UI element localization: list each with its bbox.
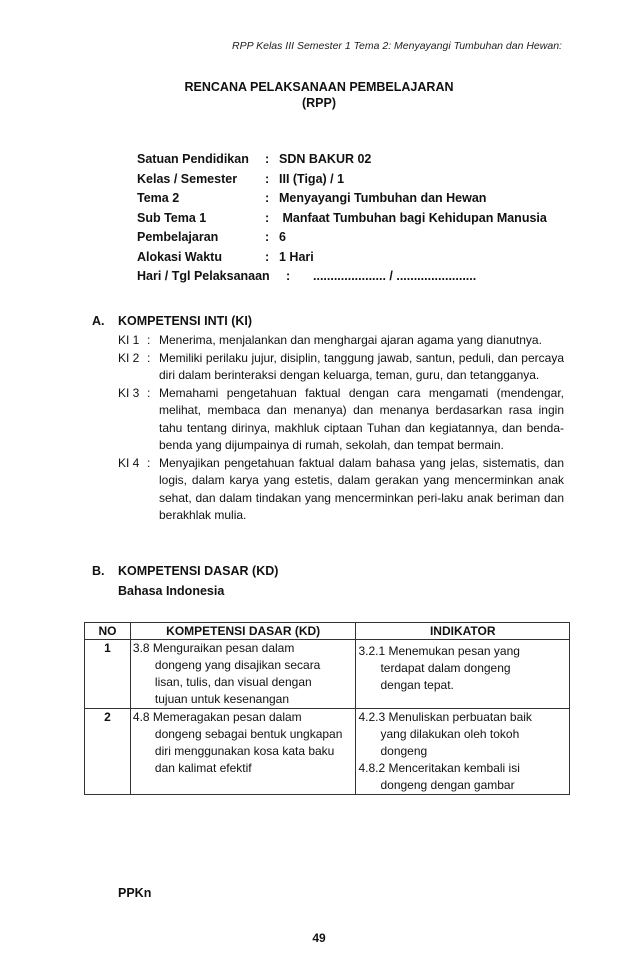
column-header-indikator: INDIKATOR (356, 623, 570, 640)
ki-code: KI 1 (118, 333, 140, 347)
row-number: 1 (85, 640, 131, 709)
ki-colon: : (147, 455, 151, 470)
column-header-no: NO (85, 623, 131, 640)
section-b-letter: B. (92, 564, 105, 578)
ki-code: KI 4 (118, 455, 140, 470)
info-label: Pembelajaran (137, 230, 219, 244)
running-header: RPP Kelas III Semester 1 Tema 2: Menyayangi Tumbuhan dan Hewan: (232, 40, 562, 52)
ki-item (118, 332, 564, 350)
section-a-letter: A. (92, 314, 105, 328)
indicator-cell (356, 640, 570, 709)
indicator-line: dengan tepat. (380, 678, 454, 692)
document-title: RENCANA PELAKSANAAN PEMBELAJARAN (184, 80, 454, 94)
info-value: Menyayangi Tumbuhan dan Hewan (279, 191, 487, 205)
kd-line: diri menggunakan kosa kata baku (154, 744, 335, 758)
info-colon: : (265, 171, 270, 186)
info-colon: : (265, 191, 270, 205)
indicator-cell (356, 709, 570, 795)
page-number: 49 (312, 931, 326, 945)
identity-block (137, 152, 547, 289)
kd-line: 4.8 Memeragakan pesan dalam (132, 710, 302, 724)
ki-colon: : (147, 350, 151, 365)
info-row (137, 230, 547, 250)
document-subtitle: (RPP) (301, 96, 337, 110)
ki-text: Memahami pengetahuan faktual dengan cara mengamati (mendengar, melihat, membaca dan menanya) dan menanya berdasarkan rasa ingin tahu tentang dirinya, makhluk ciptaan Tuhan dan kegiatannya, dan benda-benda yang dijumpainya di rumah, sekolah, dan tempat bermain. (159, 385, 564, 452)
ppkn-heading: PPKn (118, 886, 152, 900)
ki-colon: : (147, 385, 151, 400)
kd-line: dan kalimat efektif (154, 761, 252, 775)
info-label: Satuan Pendidikan (137, 152, 249, 166)
indicator-line: yang dilakukan oleh tokoh (380, 727, 520, 741)
kd-cell (130, 709, 356, 795)
info-label: Hari / Tgl Pelaksanaan (137, 269, 270, 283)
indicator-line: 4.2.3 Menuliskan perbuatan baik (358, 710, 532, 724)
info-colon: : (286, 269, 291, 283)
row-number: 2 (85, 709, 131, 795)
info-value: SDN BAKUR 02 (279, 152, 372, 166)
indicator-line: 3.2.1 Menemukan pesan yang (358, 644, 520, 658)
table-row (85, 709, 570, 795)
kd-line: lisan, tulis, dan visual dengan (154, 675, 312, 689)
info-row (137, 250, 547, 270)
info-label: Alokasi Waktu (137, 249, 222, 264)
info-value: ..................... / ....................... (313, 269, 477, 283)
ki-text: Menyajikan pengetahuan faktual dalam bahasa yang jelas, sistematis, dan logis, dalam karya yang estetis, dalam gerakan yang mencerminkan anak sehat, dan dalam tindakan yang mencerminkan peri-laku anak beriman dan berakhlak mulia. (159, 455, 564, 522)
subject-heading: Bahasa Indonesia (118, 584, 225, 598)
indicator-line: 4.8.2 Menceritakan kembali isi (358, 761, 520, 775)
ki-text: Menerima, menjalankan dan menghargai ajaran agama yang dianutnya. (159, 333, 542, 347)
ki-code: KI 2 (118, 350, 140, 365)
info-value: III (Tiga) / 1 (279, 171, 345, 186)
section-a-title: KOMPETENSI INTI (KI) (118, 314, 253, 328)
kd-line: dongeng sebagai bentuk ungkapan (154, 727, 343, 741)
info-row (137, 172, 547, 192)
indicator-line: dongeng dengan gambar (380, 778, 515, 792)
ki-list (118, 332, 564, 525)
info-label: Tema 2 (137, 191, 180, 205)
info-row (137, 152, 547, 172)
section-b-title: KOMPETENSI DASAR (KD) (118, 564, 279, 578)
ki-colon: : (147, 333, 151, 347)
info-row (137, 211, 547, 231)
info-row (137, 191, 547, 211)
indicator-line: terdapat dalam dongeng (380, 661, 511, 675)
info-colon: : (265, 230, 270, 244)
info-value: Manfaat Tumbuhan bagi Kehidupan Manusia (279, 210, 547, 225)
kd-line: dongeng yang disajikan secara (154, 658, 321, 672)
info-label: Sub Tema 1 (137, 210, 207, 225)
ki-item (118, 385, 564, 455)
indicator-line: dongeng (380, 744, 428, 758)
ki-text: Memiliki perilaku jujur, disiplin, tanggung jawab, santun, peduli, dan percaya diri dalam berinteraksi dengan keluarga, teman, guru, dan tetangganya. (159, 350, 564, 382)
info-colon: : (265, 210, 270, 225)
kd-line: tujuan untuk kesenangan (154, 692, 290, 706)
info-label: Kelas / Semester (137, 171, 238, 186)
info-colon: : (265, 249, 270, 264)
info-row (137, 269, 547, 289)
kd-table (84, 622, 570, 795)
info-colon: : (265, 152, 270, 166)
info-value: 6 (279, 230, 286, 244)
table-header-row (85, 623, 570, 640)
ki-item (118, 350, 564, 385)
kd-line: 3.8 Menguraikan pesan dalam (132, 641, 295, 655)
kd-cell (130, 640, 356, 709)
info-value: 1 Hari (279, 249, 314, 264)
column-header-kd: KOMPETENSI DASAR (KD) (130, 623, 356, 640)
ki-code: KI 3 (118, 385, 140, 400)
ki-item (118, 455, 564, 525)
table-row (85, 640, 570, 709)
